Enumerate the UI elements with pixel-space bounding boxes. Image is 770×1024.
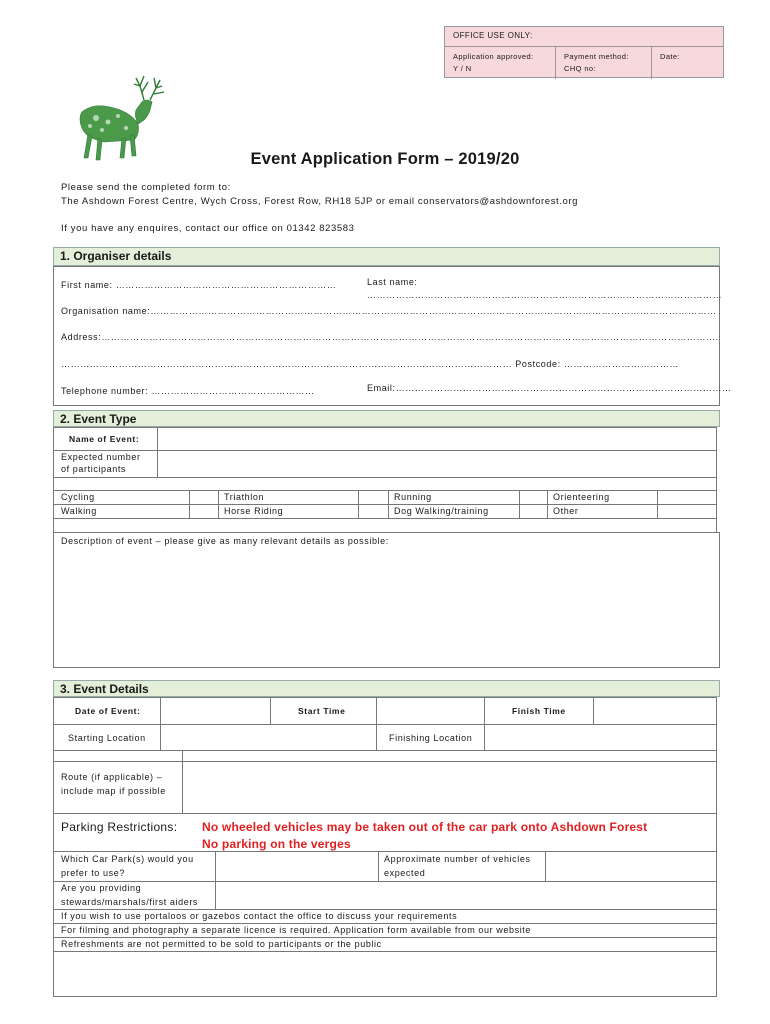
checkbox-walking[interactable] [190, 505, 217, 518]
route-input[interactable] [183, 751, 716, 813]
start-time-input[interactable] [377, 698, 483, 724]
option-walking: Walking [61, 506, 97, 516]
intro-line-1: Please send the completed form to: [61, 182, 231, 193]
expected-participants-input[interactable] [158, 451, 716, 477]
email-field[interactable]: Email:…………………………………………………………………………………………… [367, 383, 732, 393]
office-approved-yn: Y / N [453, 64, 472, 73]
checkbox-other[interactable] [658, 505, 716, 518]
parking-restrictions-label: Parking Restrictions: [61, 820, 178, 834]
stewards-label-2: stewards/marshals/first aiders [61, 897, 199, 907]
stewards-input[interactable] [216, 882, 716, 909]
parking-warning-2: No parking on the verges [202, 837, 351, 851]
checkbox-dog-walking[interactable] [520, 505, 546, 518]
telephone-field[interactable]: Telephone number: …………………………………………… [61, 386, 315, 396]
address-postcode-field[interactable]: …………………………………………………………………………………………………………………………… Postcode: ……………………………… [61, 359, 680, 369]
starting-location-input[interactable] [161, 725, 375, 750]
option-triathlon: Triathlon [224, 492, 265, 502]
finishing-location-label: Finishing Location [389, 733, 473, 743]
car-park-input[interactable] [216, 852, 377, 881]
office-date-label: Date: [660, 52, 680, 61]
office-header: OFFICE USE ONLY: [453, 31, 533, 40]
checkbox-triathlon[interactable] [359, 491, 387, 504]
finish-time-label: Finish Time [512, 706, 566, 716]
office-date-cell [652, 47, 723, 79]
start-time-label: Start Time [298, 706, 346, 716]
route-label-2: include map if possible [61, 786, 166, 796]
description-label: Description of event – please give as many relevant details as possible: [61, 536, 389, 546]
checkbox-running[interactable] [520, 491, 546, 504]
checkbox-orienteering[interactable] [658, 491, 716, 504]
option-orienteering: Orienteering [553, 492, 610, 502]
intro-line-2: The Ashdown Forest Centre, Wych Cross, Forest Row, RH18 5JP or email conservators@ashdownforest.org [61, 196, 579, 207]
office-chq-label: CHQ no: [564, 64, 596, 73]
office-use-box [444, 26, 724, 78]
parking-warning-1: No wheeled vehicles may be taken out of the car park onto Ashdown Forest [202, 820, 648, 834]
organisation-name-field[interactable]: Organisation name:…………………………………………………………………………………………………………………………………………………………… [61, 306, 717, 316]
option-dog-walking: Dog Walking/training [394, 506, 489, 516]
checkbox-horse-riding[interactable] [359, 505, 387, 518]
name-of-event-input[interactable] [158, 428, 716, 450]
note-filming: For filming and photography a separate licence is required. Application form available from our website [61, 925, 532, 935]
office-approved-cell [445, 47, 556, 79]
intro-line-3: If you have any enquires, contact our office on 01342 823583 [61, 223, 355, 234]
organiser-heading: 1. Organiser details [53, 247, 720, 266]
event-type-heading: 2. Event Type [53, 410, 720, 427]
checkbox-cycling[interactable] [190, 491, 217, 504]
vehicles-label-2: expected [384, 868, 426, 878]
starting-location-label: Starting Location [68, 733, 146, 743]
refreshments-notes-input[interactable] [54, 952, 716, 996]
first-name-field[interactable]: First name: …………………………………………………………… [61, 280, 337, 290]
route-label-1: Route (if applicable) – [61, 772, 163, 782]
note-refreshments: Refreshments are not permitted to be sold to participants or the public [61, 939, 382, 949]
option-cycling: Cycling [61, 492, 95, 502]
vehicles-input[interactable] [546, 852, 716, 881]
office-payment-cell [556, 47, 652, 79]
date-of-event-label: Date of Event: [75, 706, 141, 716]
office-payment-label: Payment method: [564, 52, 629, 61]
spacer-row-2 [53, 518, 717, 533]
last-name-field[interactable]: Last name: ………………………………………………………………………………………………… [367, 277, 723, 300]
finish-time-input[interactable] [594, 698, 716, 724]
expected-label-1: Expected number [61, 452, 141, 462]
option-running: Running [394, 492, 432, 502]
name-of-event-label: Name of Event: [69, 434, 140, 444]
date-of-event-input[interactable] [161, 698, 269, 724]
car-park-label-2: prefer to use? [61, 868, 125, 878]
office-approved-label: Application approved: [453, 52, 534, 61]
option-other: Other [553, 506, 579, 516]
option-horse-riding: Horse Riding [224, 506, 284, 516]
finishing-location-input[interactable] [485, 725, 716, 750]
spacer-row [53, 477, 717, 491]
vehicles-label-1: Approximate number of vehicles [384, 854, 531, 864]
event-details-heading: 3. Event Details [53, 680, 720, 697]
stewards-label-1: Are you providing [61, 883, 142, 893]
note-portaloos: If you wish to use portaloos or gazebos contact the office to discuss your requirements [61, 911, 458, 921]
address-field[interactable]: Address:…………………………………………………………………………………………………………………………………………………………………………. [61, 332, 719, 342]
car-park-label-1: Which Car Park(s) would you [61, 854, 194, 864]
description-box[interactable] [53, 532, 720, 668]
form-title: Event Application Form – 2019/20 [250, 150, 520, 168]
expected-label-2: of participants [61, 464, 127, 474]
